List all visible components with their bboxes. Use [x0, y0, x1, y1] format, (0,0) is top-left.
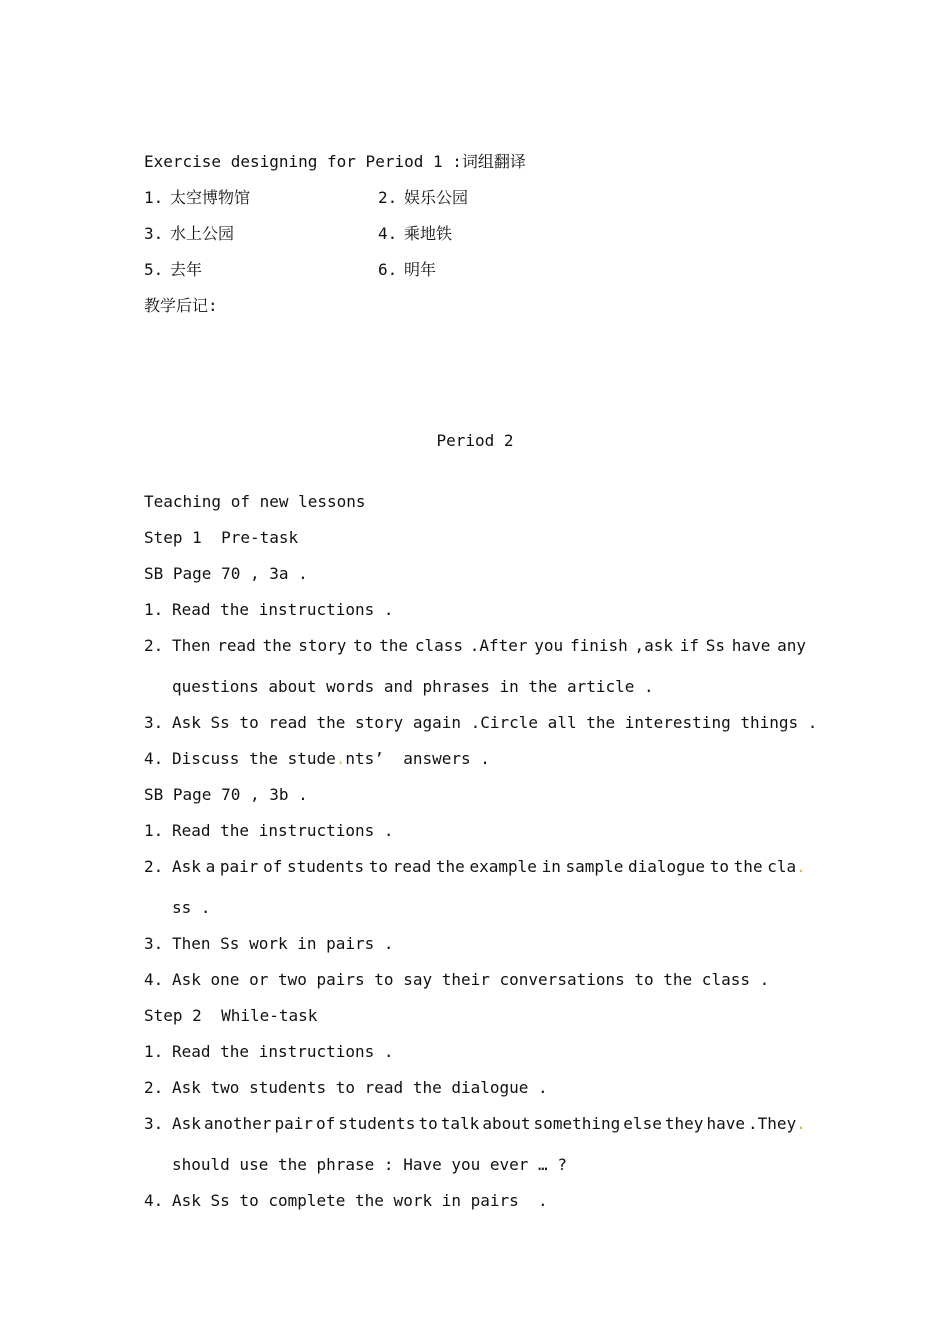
list-item: Ask one or two pairs to say their conversations to the class .	[172, 970, 770, 989]
word: story	[298, 636, 347, 655]
list-item: Read the instructions .	[172, 1042, 394, 1061]
exercise-num-4: 4.	[378, 224, 398, 243]
word: you	[534, 636, 564, 655]
word: something	[533, 1114, 621, 1133]
list-number: 1.	[144, 1042, 164, 1061]
word: the	[379, 636, 409, 655]
list-number: 1.	[144, 821, 164, 840]
word: pair	[219, 857, 259, 876]
exercise-num-6: 6.	[378, 260, 398, 279]
list-item: Ask Ss to read the story again .Circle all the interesting things .	[172, 713, 818, 732]
word: Ask	[172, 1114, 201, 1133]
word: pair	[274, 1114, 313, 1133]
list-item: Read the instructions .	[172, 821, 394, 840]
step-2-heading: Step 2 While-task	[144, 1006, 318, 1025]
word: if	[679, 636, 700, 655]
list-item-part: nts’ answers .	[345, 749, 490, 768]
word: of	[263, 857, 283, 876]
word: another	[203, 1114, 272, 1133]
list-number: 3.	[144, 713, 164, 732]
word: talk	[440, 1114, 480, 1133]
list-item-continuation: should use the phrase : Have you ever … ?	[172, 1155, 567, 1174]
exercise-item-2: 娱乐公园	[404, 188, 469, 207]
step-1-heading: Step 1 Pre-task	[144, 528, 299, 547]
word: any	[777, 636, 806, 655]
exercise-item-3: 水上公园	[170, 224, 235, 243]
exercise-num-2: 2.	[378, 188, 398, 207]
list-number: 4.	[144, 970, 164, 989]
word: cla.	[767, 857, 806, 876]
sb-3a-heading: SB Page 70 , 3a .	[144, 564, 308, 583]
word: students	[287, 857, 365, 876]
word: have	[706, 1114, 745, 1133]
edit-mark: .	[796, 1114, 806, 1133]
word: Ask	[172, 857, 201, 876]
word: read	[392, 857, 432, 876]
word: finish	[569, 636, 628, 655]
word: to	[353, 636, 373, 655]
exercise-num-3: 3.	[144, 224, 164, 243]
teaching-heading: Teaching of new lessons	[144, 492, 366, 511]
list-item: Ask two students to read the dialogue .	[172, 1078, 548, 1097]
edit-mark: .	[796, 857, 806, 876]
exercise-item-6: 明年	[404, 260, 437, 279]
word: class	[414, 636, 463, 655]
list-item: Then Ss work in pairs .	[172, 934, 394, 953]
list-number: 2.	[144, 636, 164, 655]
word: .They.	[748, 1114, 806, 1133]
word: Then	[172, 636, 211, 655]
exercise-num-5: 5.	[144, 260, 164, 279]
word: students	[338, 1114, 416, 1133]
list-number: 4.	[144, 749, 164, 768]
word: the	[733, 857, 763, 876]
period-2-title: Period 2	[436, 431, 514, 450]
word: they	[664, 1114, 704, 1133]
word: about	[482, 1114, 531, 1133]
word: have	[731, 636, 771, 655]
list-number: 2.	[144, 857, 164, 876]
word: the	[435, 857, 465, 876]
word: of	[316, 1114, 336, 1133]
word: to	[368, 857, 389, 876]
list-item-continuation: questions about words and phrases in the article .	[172, 677, 654, 696]
word: to	[709, 857, 729, 876]
exercise-item-5: 去年	[170, 260, 203, 279]
word: else	[623, 1114, 662, 1133]
word: ,ask	[634, 636, 674, 655]
list-item-justified	[172, 857, 806, 877]
word: example	[469, 857, 537, 876]
list-item	[172, 749, 490, 769]
exercise-item-1: 太空博物馆	[170, 188, 251, 207]
word: sample	[565, 857, 624, 876]
list-number: 3.	[144, 1114, 164, 1133]
word: Ss	[705, 636, 726, 655]
teaching-notes-label: 教学后记:	[144, 296, 218, 315]
list-item-part: Discuss the stude	[172, 749, 336, 768]
list-number: 2.	[144, 1078, 164, 1097]
list-number: 1.	[144, 600, 164, 619]
word: read	[217, 636, 256, 655]
list-number: 4.	[144, 1191, 164, 1210]
word: in	[541, 857, 561, 876]
list-item-continuation: ss .	[172, 898, 211, 917]
list-number: 3.	[144, 934, 164, 953]
exercise-item-4: 乘地铁	[404, 224, 453, 243]
word: .After	[469, 636, 528, 655]
list-item: Read the instructions .	[172, 600, 394, 619]
list-item-justified	[172, 1114, 806, 1134]
exercise-num-1: 1.	[144, 188, 164, 207]
exercise-heading: Exercise designing for Period 1 :词组翻译	[144, 152, 526, 171]
list-item-justified	[172, 636, 806, 656]
list-item: Ask Ss to complete the work in pairs .	[172, 1191, 548, 1210]
word: a	[205, 857, 216, 876]
word: to	[418, 1114, 438, 1133]
sb-3b-heading: SB Page 70 , 3b .	[144, 785, 308, 804]
word: the	[262, 636, 292, 655]
edit-mark: .	[335, 749, 346, 768]
word: dialogue	[628, 857, 706, 876]
